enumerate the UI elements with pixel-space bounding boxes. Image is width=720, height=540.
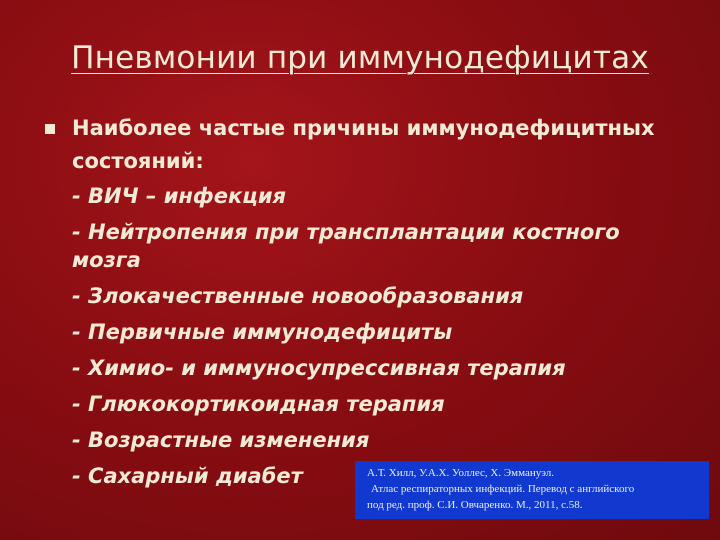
list-item: - Первичные иммунодефициты (72, 320, 453, 344)
list-item: - Возрастные изменения (72, 428, 370, 452)
slide-title: Пневмонии при иммунодефицитах (71, 40, 649, 76)
list-item: - Нейтропения при трансплантации костного мозга (72, 220, 620, 272)
list-item: - Сахарный диабет (72, 464, 303, 488)
cause-list (72, 178, 672, 494)
lead-text: Наиболее частые причины иммунодефицитных состояний: (72, 116, 655, 173)
list-item: - ВИЧ – инфекция (72, 184, 287, 208)
list-item: - Злокачественные новообразования (72, 284, 524, 308)
list-item: - Глюкокортикоидная терапия (72, 392, 445, 416)
citation-authors: А.Т. Хилл, У.А.Х. Уоллес, Х. Эммануэл. (367, 467, 555, 479)
citation-source: под ред. проф. С.И. Овчаренко. М., 2011, с.58. (367, 499, 583, 511)
citation-box (355, 461, 709, 519)
citation-title: Атлас респираторных инфекций. Перевод с английского (371, 483, 635, 495)
square-bullet-icon (45, 124, 55, 134)
list-item: - Химио- и иммуносупрессивная терапия (72, 356, 566, 380)
